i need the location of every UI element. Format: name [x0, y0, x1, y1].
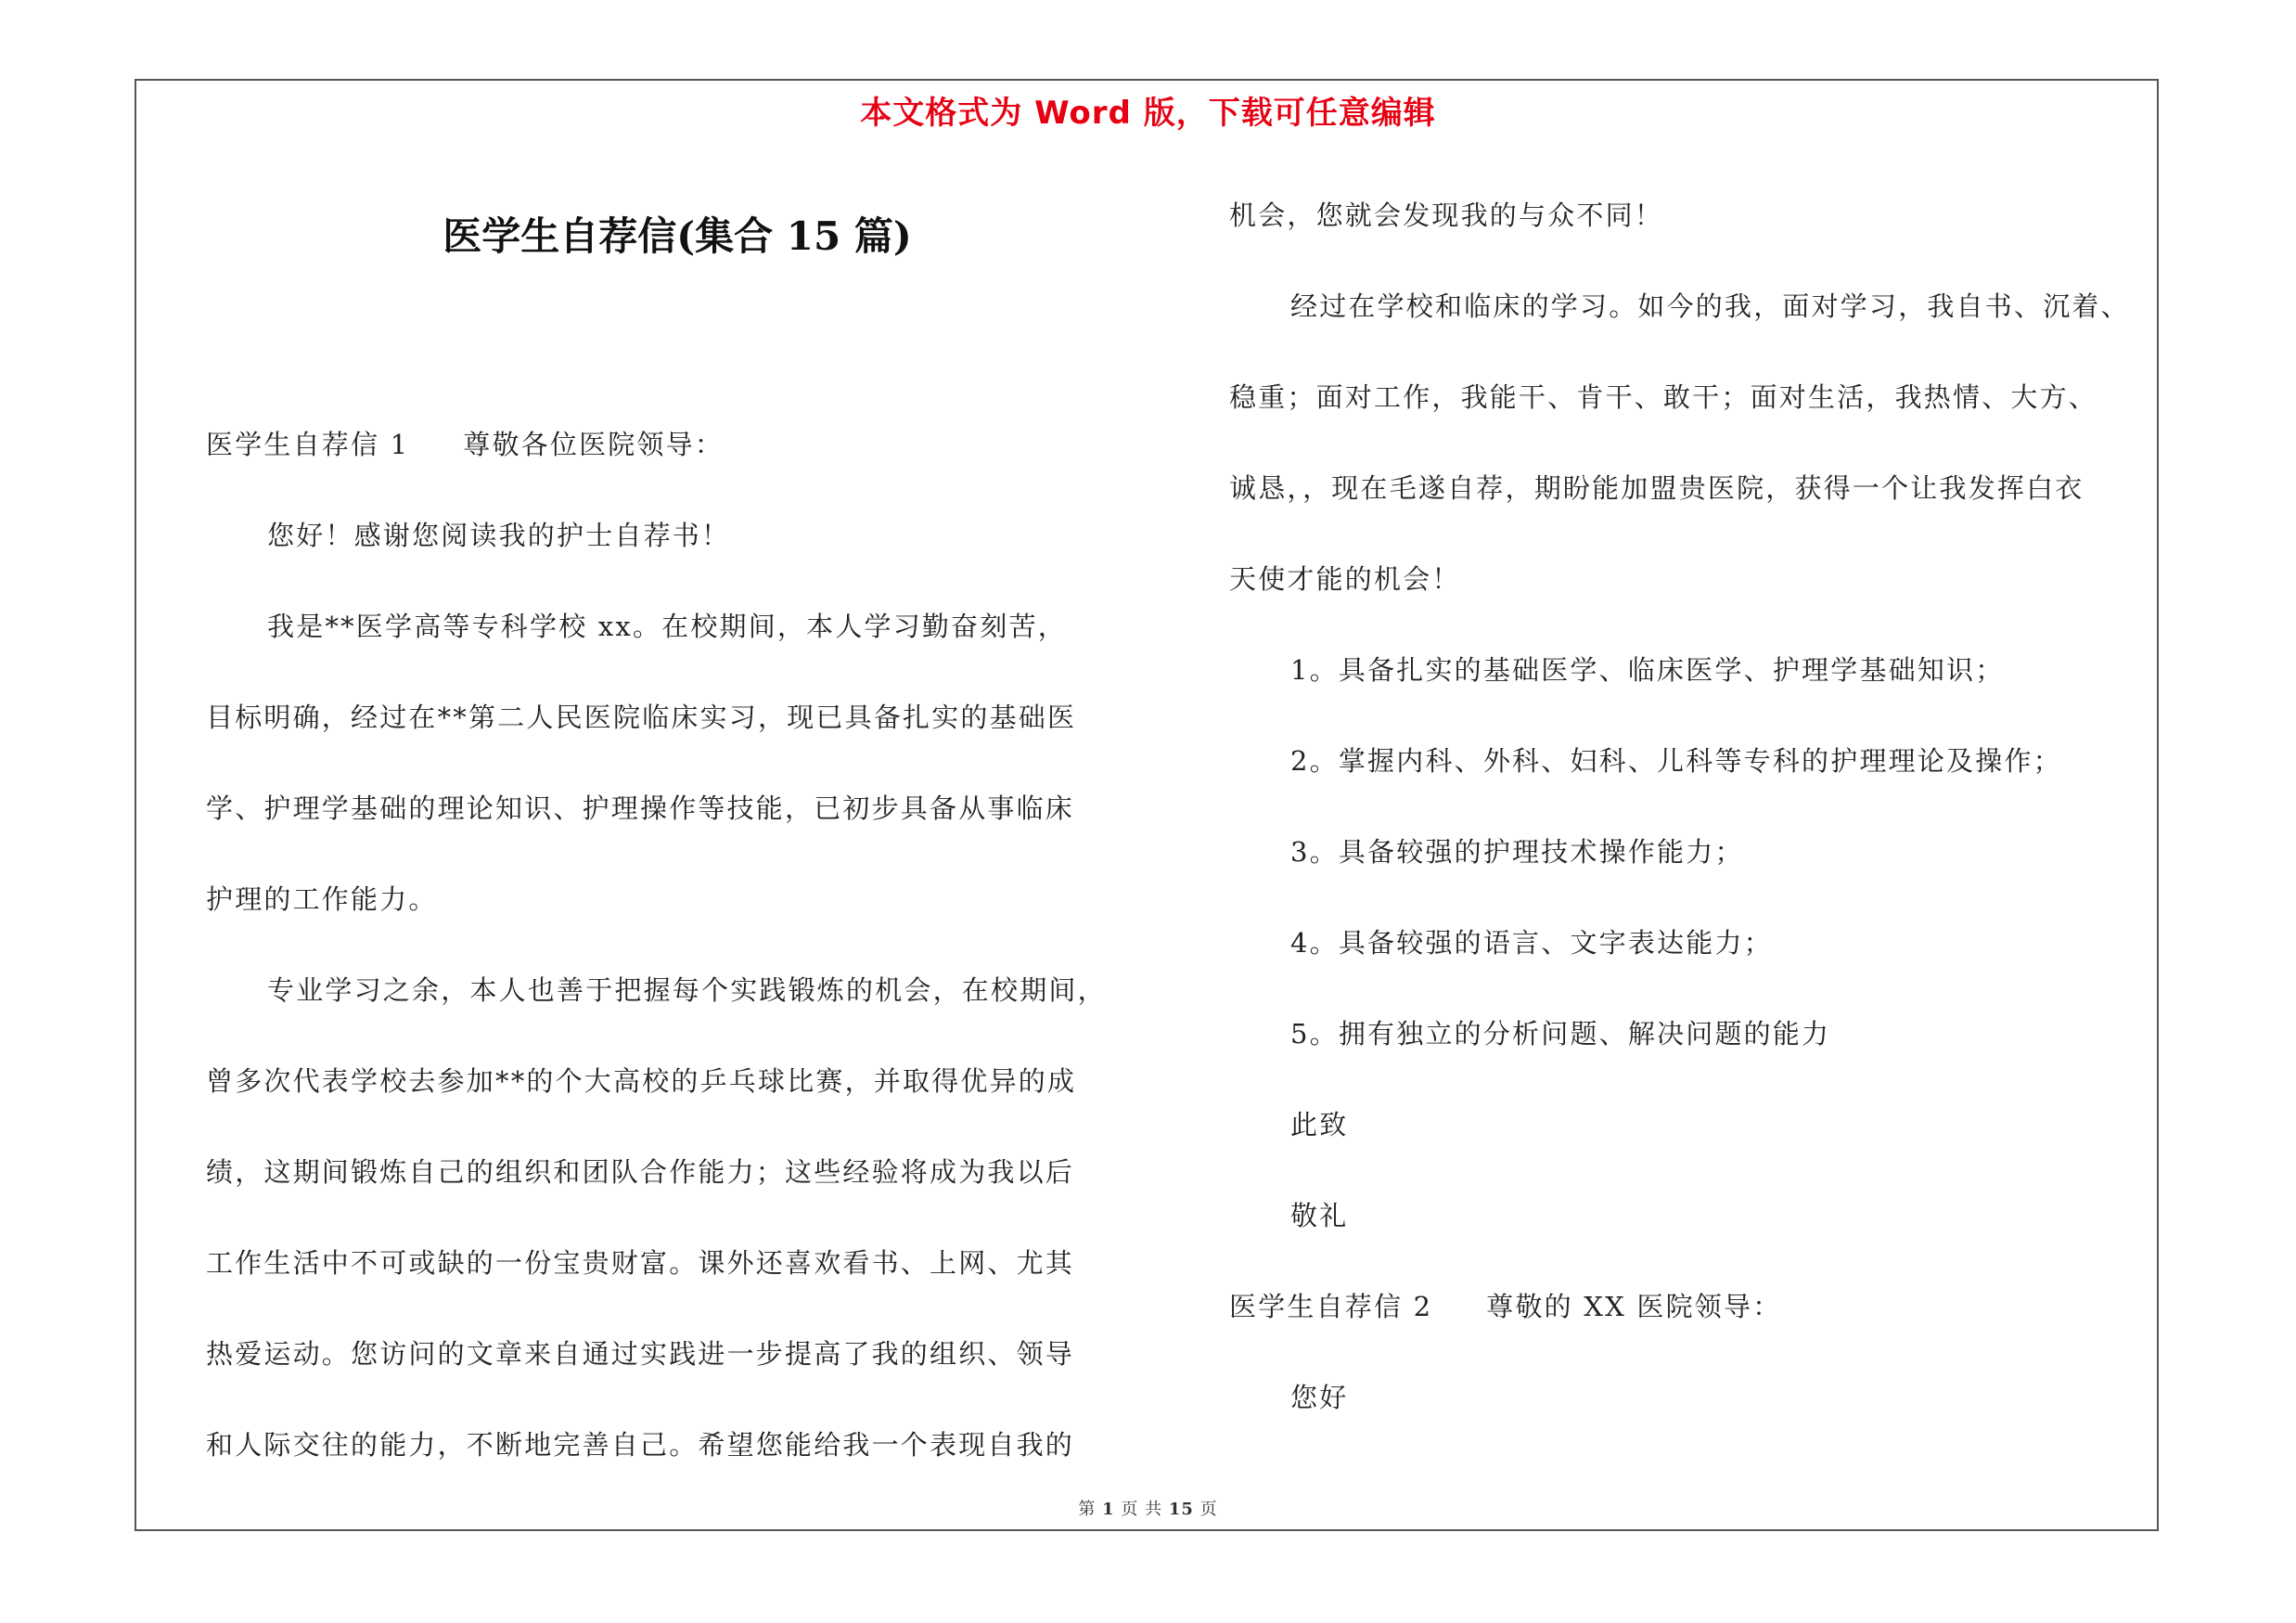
paragraph-line: 热爱运动。您访问的文章来自通过实践进一步提高了我的组织、领导: [206, 1338, 1075, 1370]
page-footer: [0, 1496, 2296, 1520]
paragraph-line: 经过在学校和临床的学习。如今的我，面对学习，我自书、沉着、: [1290, 290, 2130, 322]
closing-line: 敬礼: [1290, 1200, 1349, 1231]
paragraph-line: 工作生活中不可或缺的一份宝贵财富。课外还喜欢看书、上网、尤其: [206, 1247, 1075, 1279]
list-item: 3。具备较强的护理技术操作能力；: [1290, 836, 1744, 868]
list-item: 5。拥有独立的分析问题、解决问题的能力: [1290, 1018, 1831, 1050]
list-item: 4。具备较强的语言、文字表达能力；: [1290, 927, 1773, 959]
list-item: 1。具备扎实的基础医学、临床医学、护理学基础知识；: [1290, 654, 2005, 686]
footer-middle: 页 共: [1121, 1500, 1163, 1519]
paragraph-line: 您好！感谢您阅读我的护士自荐书！: [267, 520, 731, 551]
paragraph-line: 曾多次代表学校去参加**的个大高校的乒乓球比赛，并取得优异的成: [206, 1065, 1077, 1097]
paragraph-line: 我是**医学高等专科学校 xx。在校期间，本人学习勤奋刻苦，: [267, 611, 1067, 642]
letter-label-2: 医学生自荐信 2: [1229, 1291, 1433, 1322]
total-pages-number: 15: [1168, 1500, 1194, 1519]
footer-prefix: 第: [1078, 1500, 1097, 1519]
footer-suffix: 页: [1199, 1500, 1218, 1519]
list-item: 2。掌握内科、外科、妇科、儿科等专科的护理理论及操作；: [1290, 745, 2062, 777]
greeting-line: 您好: [1290, 1382, 1349, 1413]
letter-heading-1: [206, 424, 724, 462]
paragraph-line: 绩，这期间锻炼自己的组织和团队合作能力；这些经验将成为我以后: [206, 1156, 1075, 1188]
format-banner: 本文格式为 Word 版，下载可任意编辑: [860, 95, 1436, 132]
paragraph-line: 专业学习之余，本人也善于把握每个实践锻炼的机会，在校期间，: [267, 974, 1107, 1006]
letter-heading-2: [1229, 1286, 1781, 1324]
current-page-number: 1: [1102, 1500, 1115, 1519]
closing-line: 此致: [1290, 1109, 1349, 1140]
document-title: 医学生自荐信(集合 15 篇): [443, 213, 912, 259]
paragraph-line: 天使才能的机会！: [1229, 563, 1461, 595]
paragraph-line: 学、护理学基础的理论知识、护理操作等技能，已初步具备从事临床: [206, 792, 1075, 824]
paragraph-line: 护理的工作能力。: [206, 883, 438, 915]
salutation-1: 尊敬各位医院领导：: [463, 429, 725, 460]
salutation-2: 尊敬的 XX 医院领导：: [1486, 1291, 1782, 1322]
paragraph-line: 稳重；面对工作，我能干、肯干、敢干；面对生活，我热情、大方、: [1229, 381, 2098, 413]
letter-label-1: 医学生自荐信 1: [206, 429, 410, 460]
paragraph-line: 诚恳，，现在毛遂自荐，期盼能加盟贵医院，获得一个让我发挥白衣: [1229, 472, 2084, 504]
paragraph-line: 机会，您就会发现我的与众不同！: [1229, 200, 1664, 231]
paragraph-line: 和人际交往的能力，不断地完善自己。希望您能给我一个表现自我的: [206, 1429, 1075, 1461]
paragraph-line: 目标明确，经过在**第二人民医院临床实习，现已具备扎实的基础医: [206, 702, 1077, 733]
